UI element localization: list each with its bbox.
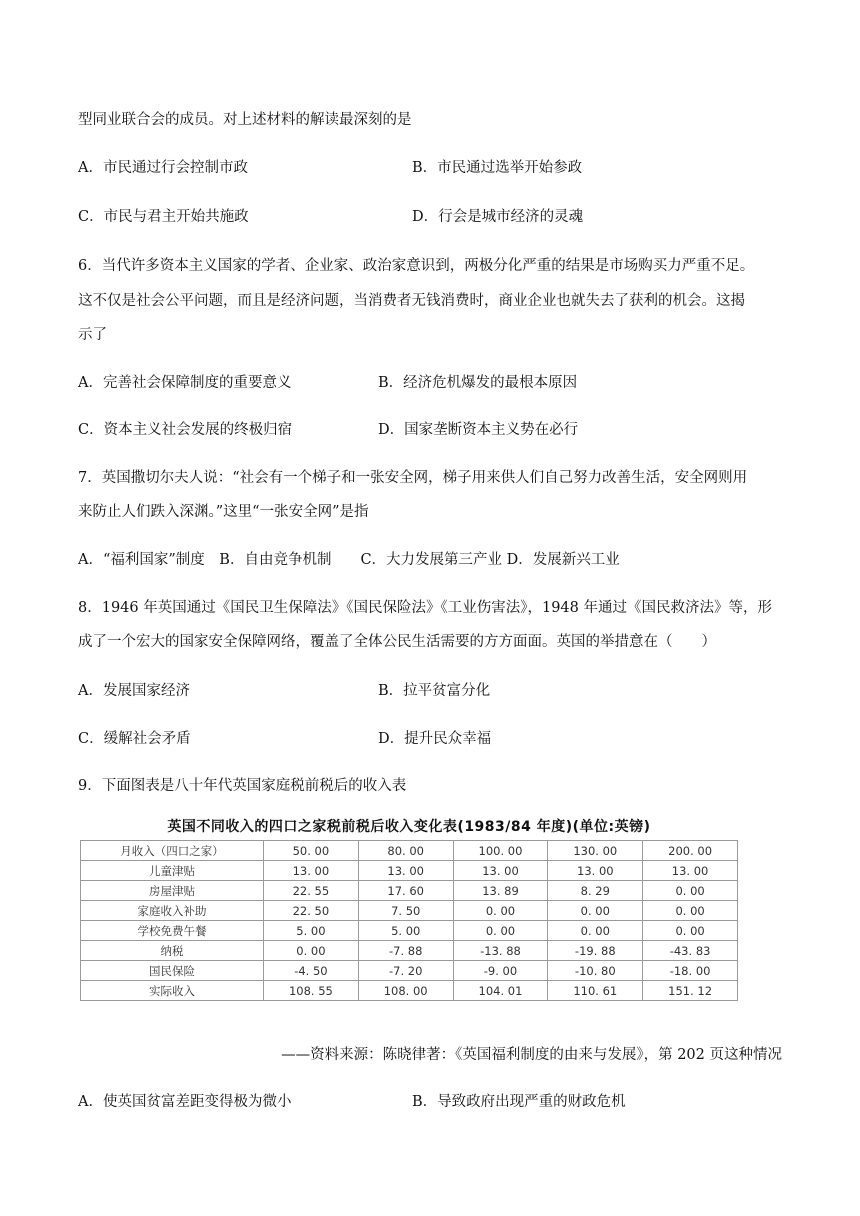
- table-cell: 22. 55: [264, 881, 359, 901]
- table-row: [81, 861, 738, 881]
- table-cell: -7. 88: [358, 941, 453, 961]
- table-cell: 13. 00: [548, 861, 643, 881]
- question-stem-line: 型同业联合会的成员。对上述材料的解读最深刻的是: [78, 112, 412, 128]
- table-cell: 0. 00: [643, 901, 738, 921]
- table-row: [81, 921, 738, 941]
- table-cell: 108. 00: [358, 981, 453, 1001]
- table-cell: 5. 00: [264, 921, 359, 941]
- table-row-header: 房屋津贴: [81, 881, 264, 901]
- table-row: [81, 881, 738, 901]
- table-cell: 100. 00: [453, 841, 548, 861]
- q7-options: A．“福利国家”制度 B．自由竞争机制 C．大力发展第三产业 D．发展新兴工业: [78, 552, 620, 568]
- table-row-header: 国民保险: [81, 961, 264, 981]
- table-row-header: 家庭收入补助: [81, 901, 264, 921]
- q5-option-c: C．市民与君主开始共施政: [78, 209, 249, 225]
- q9-stem: 9．下面图表是八十年代英国家庭税前税后的收入表: [78, 778, 407, 794]
- q6-stem-line-2: 这不仅是社会公平问题，而且是经济问题，当消费者无钱消费时，商业企业也就失去了获利的机会。这揭: [78, 293, 745, 309]
- table-cell: 0. 00: [548, 921, 643, 941]
- income-table-title: 英国不同收入的四口之家税前税后收入变化表(1983/84 年度)(单位:英镑): [167, 819, 651, 835]
- table-cell: -10. 80: [548, 961, 643, 981]
- table-cell: -13. 88: [453, 941, 548, 961]
- table-row-header: 学校免费午餐: [81, 921, 264, 941]
- income-table-figure: [80, 816, 738, 1001]
- table-cell: 13. 00: [453, 861, 548, 881]
- table-row: [81, 901, 738, 921]
- source-citation: ——资料来源：陈晓律著：《英国福利制度的由来与发展》，第 202 页这种情况: [281, 1047, 782, 1063]
- table-cell: -19. 88: [548, 941, 643, 961]
- table-cell: -43. 83: [643, 941, 738, 961]
- table-cell: -7. 20: [358, 961, 453, 981]
- q8-stem-line-2: 成了一个宏大的国家安全保障网络，覆盖了全体公民生活需要的方方面面。英国的举措意在（ ）: [78, 634, 716, 650]
- q6-stem-line-1: 6．当代许多资本主义国家的学者、企业家、政治家意识到，两极分化严重的结果是市场购买力严重不足。: [78, 258, 755, 274]
- table-cell: 0. 00: [453, 921, 548, 941]
- table-row-header: 月收入（四口之家）: [81, 841, 264, 861]
- table-cell: -4. 50: [264, 961, 359, 981]
- table-cell: 0. 00: [643, 881, 738, 901]
- q5-option-d: D．行会是城市经济的灵魂: [412, 209, 584, 225]
- q8-stem-line-1: 8．1946 年英国通过《国民卫生保障法》《国民保险法》《工业伤害法》，1948 年通过《国民救济法》等，形: [78, 600, 772, 616]
- table-cell: 0. 00: [264, 941, 359, 961]
- q8-option-b: B．拉平贫富分化: [378, 683, 491, 699]
- table-cell: 17. 60: [358, 881, 453, 901]
- table-row: [81, 981, 738, 1001]
- q6-option-c: C．资本主义社会发展的终极归宿: [78, 422, 293, 438]
- table-cell: 151. 12: [643, 981, 738, 1001]
- table-cell: 0. 00: [643, 921, 738, 941]
- table-cell: 13. 00: [358, 861, 453, 881]
- table-cell: 13. 89: [453, 881, 548, 901]
- table-cell: 13. 00: [264, 861, 359, 881]
- table-cell: 7. 50: [358, 901, 453, 921]
- table-cell: 104. 01: [453, 981, 548, 1001]
- q6-option-a: A．完善社会保障制度的重要意义: [78, 375, 292, 391]
- table-cell: 110. 61: [548, 981, 643, 1001]
- q5-option-b: B．市民通过选举开始参政: [412, 160, 583, 176]
- q8-option-d: D．提升民众幸福: [378, 731, 492, 747]
- table-cell: 80. 00: [358, 841, 453, 861]
- table-cell: 22. 50: [264, 901, 359, 921]
- table-cell: 130. 00: [548, 841, 643, 861]
- table-cell: -9. 00: [453, 961, 548, 981]
- q6-option-d: D．国家垄断资本主义势在必行: [378, 422, 579, 438]
- table-row-header: 实际收入: [81, 981, 264, 1001]
- q7-stem-line-2: 来防止人们跌入深渊。”这里“一张安全网”是指: [78, 504, 369, 520]
- table-cell: 108. 55: [264, 981, 359, 1001]
- table-row: [81, 841, 738, 861]
- table-cell: 8. 29: [548, 881, 643, 901]
- table-cell: 0. 00: [548, 901, 643, 921]
- table-cell: 200. 00: [643, 841, 738, 861]
- q8-option-c: C．缓解社会矛盾: [78, 731, 191, 747]
- q7-stem-line-1: 7．英国撒切尔夫人说：“社会有一个梯子和一张安全网，梯子用来供人们自己努力改善生活，安全网则用: [78, 470, 748, 486]
- table-cell: 13. 00: [643, 861, 738, 881]
- q6-option-b: B．经济危机爆发的最根本原因: [378, 375, 578, 391]
- q5-option-a: A．市民通过行会控制市政: [78, 160, 248, 176]
- q9-option-a: A．使英国贫富差距变得极为微小: [78, 1094, 292, 1110]
- table-row-header: 纳税: [81, 941, 264, 961]
- q8-option-a: A．发展国家经济: [78, 683, 190, 699]
- table-row: [81, 961, 738, 981]
- table-cell: 0. 00: [453, 901, 548, 921]
- table-cell: -18. 00: [643, 961, 738, 981]
- table-row: [81, 941, 738, 961]
- table-row-header: 儿童津贴: [81, 861, 264, 881]
- income-table: [80, 840, 738, 1001]
- q6-stem-line-3: 示了: [78, 327, 107, 343]
- table-cell: 50. 00: [264, 841, 359, 861]
- q9-option-b: B．导致政府出现严重的财政危机: [412, 1094, 626, 1110]
- table-cell: 5. 00: [358, 921, 453, 941]
